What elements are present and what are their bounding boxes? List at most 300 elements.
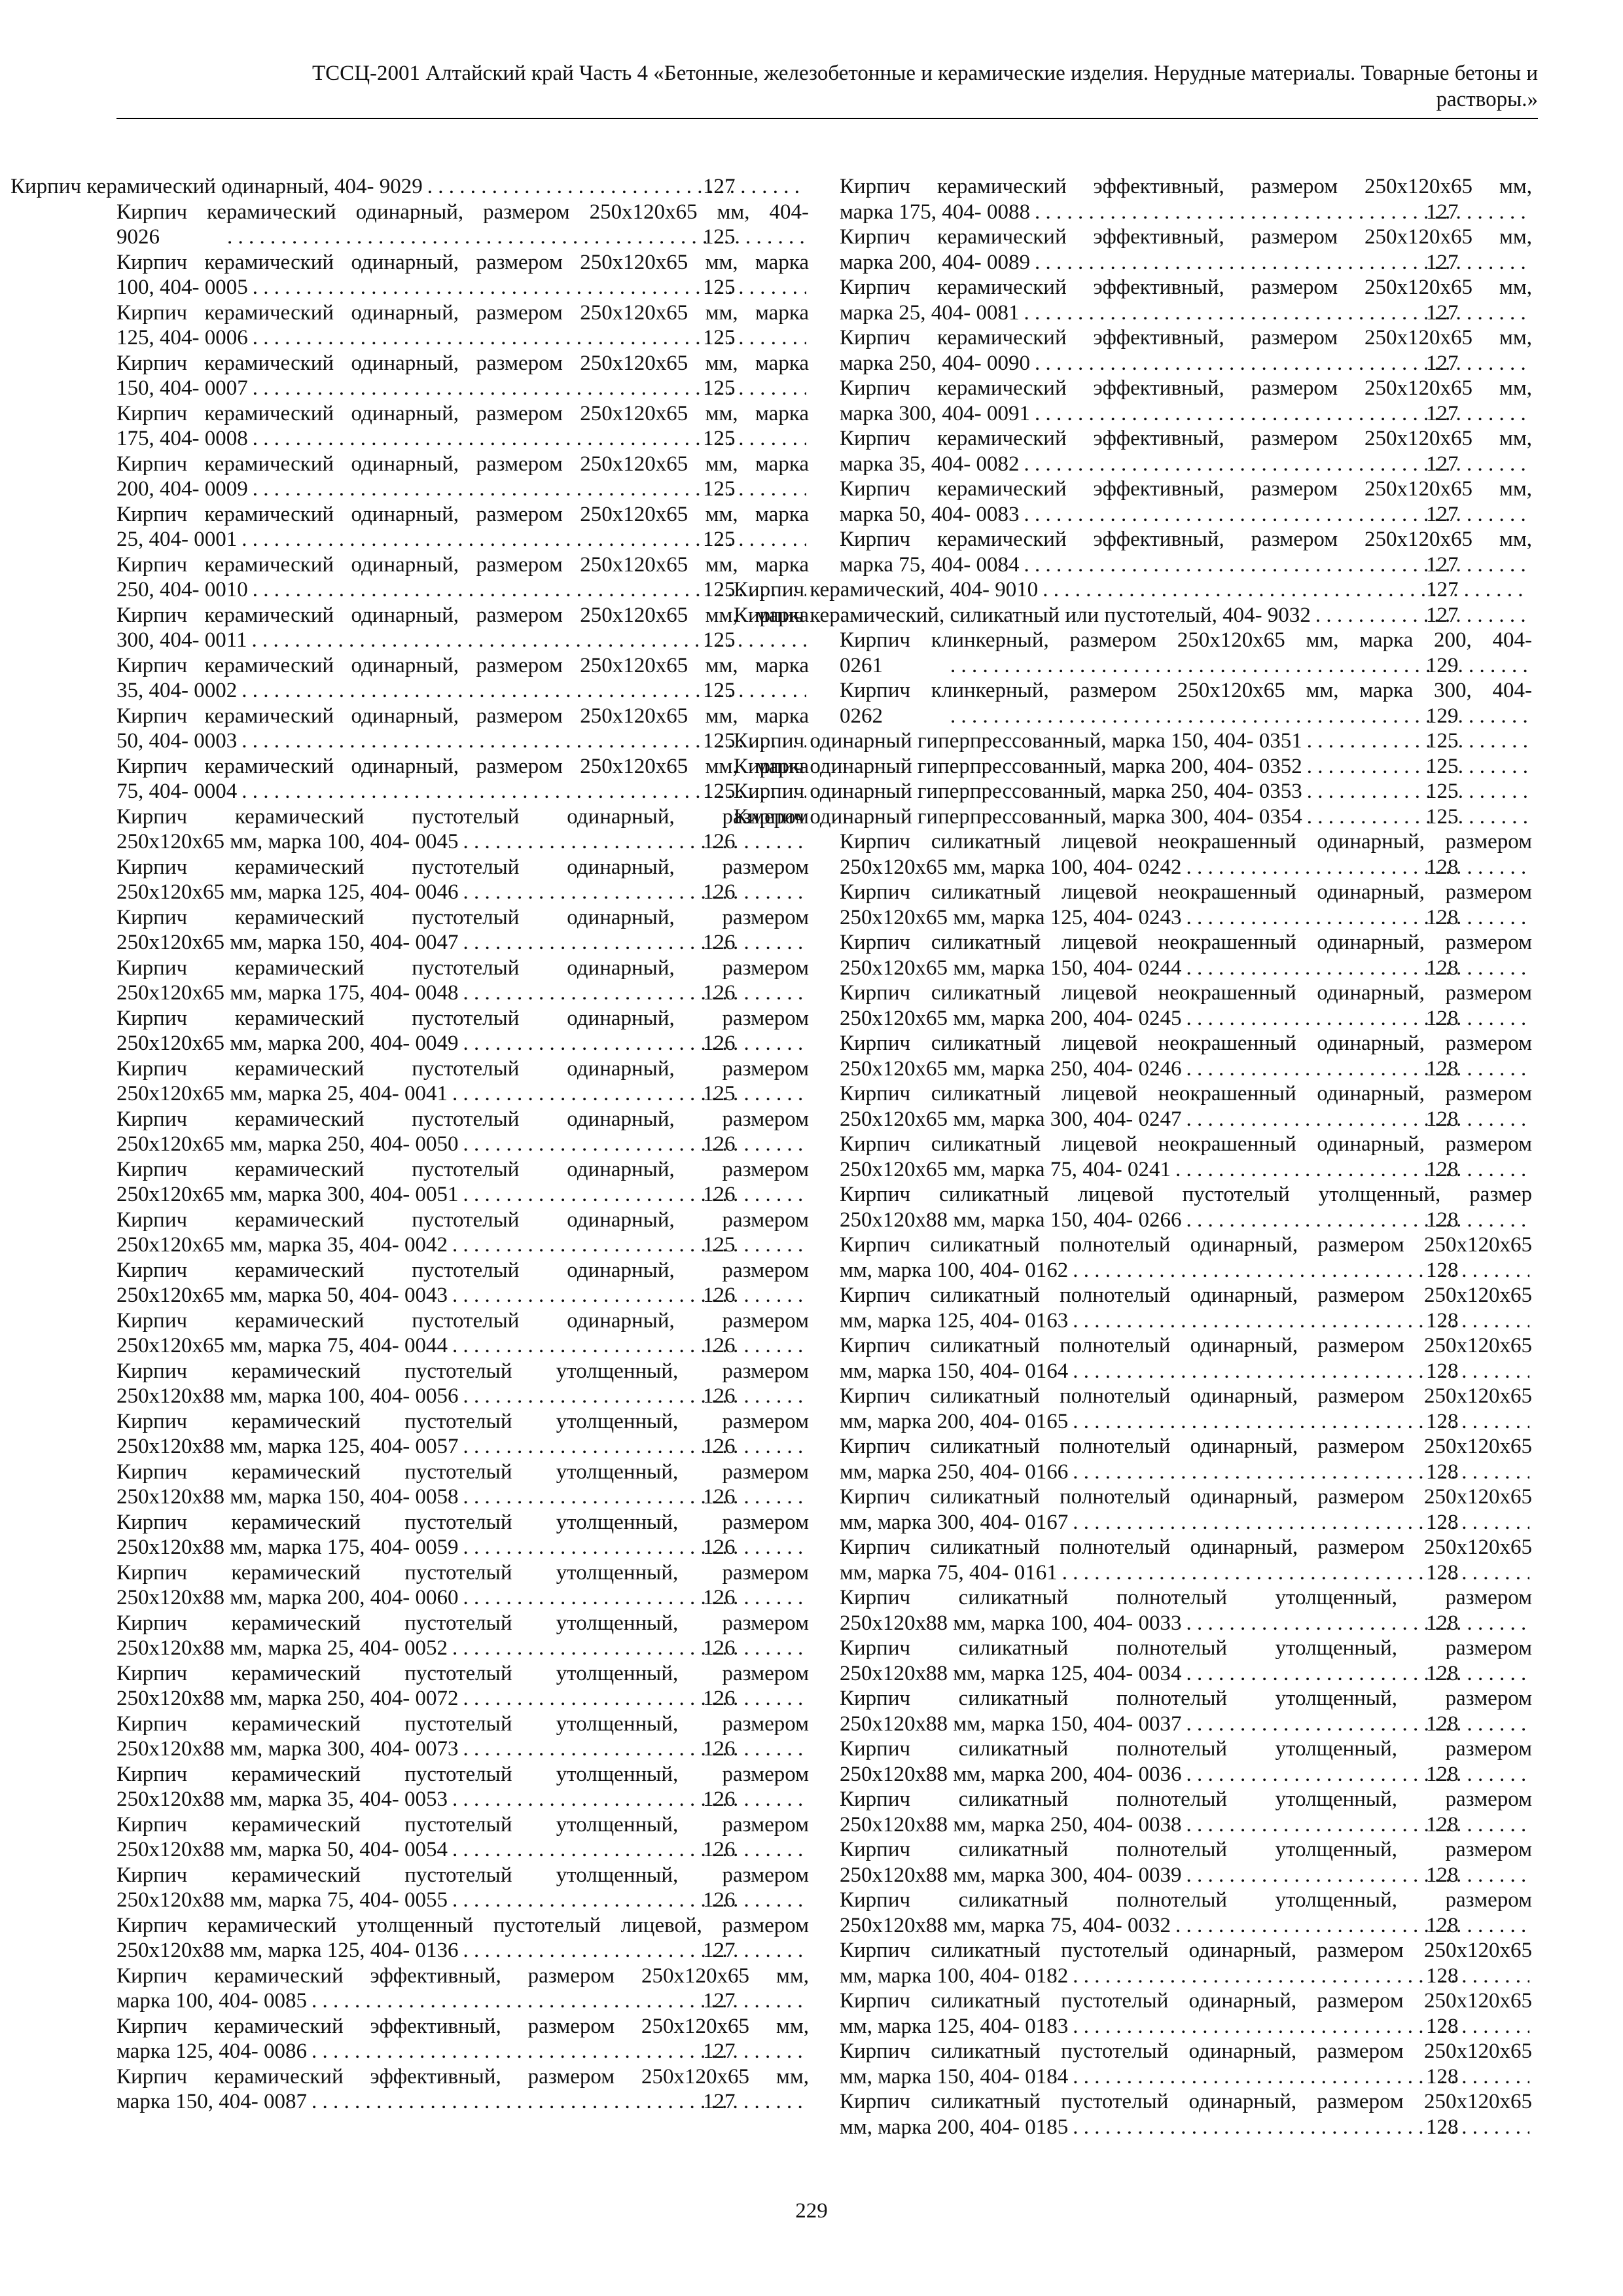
index-entry (840, 980, 1532, 1031)
index-column-right (734, 174, 1532, 2140)
entry-code: 250х120х65 мм, марка 250, 404- 0050 (116, 1132, 459, 1156)
entry-code: 50, 404- 0003 (116, 729, 238, 753)
index-entry (734, 603, 1532, 628)
dot-leader (1305, 728, 1529, 754)
entry-code: 250х120х65 мм, марка 300, 404- 0247 (840, 1107, 1182, 1131)
entry-code: марка 300, 404- 0091 (840, 401, 1030, 425)
entry-code: мм, марка 100, 404- 0162 (840, 1258, 1069, 1282)
entry-leader-line: Кирпич керамический, силикатный или пустотелый, 404- 9032 . . . 127 (840, 603, 1532, 628)
entry-title-line: Кирпич силикатный полнотелый утолщенный, размером (840, 1687, 1532, 1710)
index-entry (840, 1182, 1532, 1232)
dot-leader (1305, 804, 1529, 830)
entry-title-line: Кирпич силикатный лицевой неокрашенный одинарный, размером (840, 830, 1532, 853)
entry-code: 250х120х65 мм, марка 200, 404- 0049 (116, 1031, 459, 1055)
index-entry (116, 1812, 809, 1863)
entry-code: 250х120х88 мм, марка 150, 404- 0037 (840, 1712, 1182, 1736)
dot-leader (461, 1182, 807, 1208)
entry-code: 250х120х65 мм, марка 175, 404- 0048 (116, 981, 459, 1005)
entry-title-line: Кирпич силикатный полнотелый одинарный, размером 250х120х65 (840, 1535, 1532, 1559)
entry-title-line: Кирпич керамический пустотелый одинарный, размером (116, 956, 809, 980)
index-entry (116, 704, 809, 754)
dot-leader (1185, 855, 1530, 880)
index-entry (734, 754, 1532, 780)
entry-title-line: Кирпич керамический одинарный, размером 250х120х65 мм, марка (116, 603, 809, 627)
entry-code: марка 175, 404- 0088 (840, 200, 1030, 224)
entry-code: 35, 404- 0002 (116, 679, 238, 702)
entry-code: Кирпич керамический одинарный, 404- 9029 (10, 175, 423, 198)
page-header (116, 60, 1538, 113)
index-entry (840, 174, 1532, 224)
entry-code: Кирпич одинарный гиперпрессованный, марка 250, 404- 0353 (734, 780, 1302, 803)
entry-leader-line: 250х120х88 мм, марка 250, 404- 0072 . . . 126 (223, 1686, 809, 1712)
entry-code: 250х120х88 мм, марка 200, 404- 0036 (840, 1762, 1182, 1786)
entry-title-line: Кирпич силикатный полнотелый утолщенный, размером (840, 1838, 1532, 1861)
entry-leader-line: 250х120х65 мм, марка 125, 404- 0046 . . . 126 (223, 880, 809, 905)
entry-leader-line: 250х120х88 мм, марка 125, 404- 0136 . . . 127 (223, 1938, 809, 1964)
entry-code: марка 125, 404- 0086 (116, 2039, 307, 2063)
entry-code: 250х120х65 мм, марка 250, 404- 0246 (840, 1056, 1182, 1081)
dot-leader (1071, 1510, 1529, 1535)
entry-leader-line: 250х120х65 мм, марка 125, 404- 0243 . . . 128 (946, 905, 1532, 931)
entry-leader-line: 250х120х65 мм, марка 25, 404- 0041 . . . 125 (223, 1081, 809, 1107)
dot-leader (1071, 1308, 1529, 1334)
dot-leader (461, 980, 807, 1006)
entry-leader-line: Кирпич одинарный гиперпрессованный, марка 300, 404- 0354 . . . 125 (840, 804, 1532, 830)
entry-title-line: Кирпич керамический одинарный, размером 250х120х65 мм, марка (116, 300, 809, 325)
dot-leader (1173, 1157, 1529, 1183)
entry-leader-line: 0261 . . . 129 (946, 653, 1532, 679)
entry-leader-line: 250х120х65 мм, марка 200, 404- 0049 . . . 126 (223, 1031, 809, 1056)
entry-code: мм, марка 150, 404- 0164 (840, 1359, 1069, 1383)
entry-leader-line: марка 100, 404- 0085 . . . 127 (223, 1988, 809, 2014)
entry-code: 250х120х88 мм, марка 200, 404- 0060 (116, 1586, 459, 1609)
dot-leader (1185, 1762, 1530, 1787)
entry-code: мм, марка 200, 404- 0165 (840, 1409, 1069, 1433)
entry-title-line: Кирпич силикатный полнотелый одинарный, размером 250х120х65 (840, 1233, 1532, 1257)
entry-code: 250х120х65 мм, марка 200, 404- 0245 (840, 1006, 1182, 1030)
entry-leader-line: мм, марка 75, 404- 0161 . . . 128 (946, 1560, 1532, 1586)
index-entry (116, 502, 809, 552)
entry-title-line: Кирпич керамический пустотелый утолщенный, размером (116, 1460, 809, 1484)
entry-leader-line: Кирпич керамический одинарный, 404- 9029 . . . 127 (116, 174, 809, 200)
entry-code: мм, марка 250, 404- 0166 (840, 1460, 1069, 1484)
entry-code: 25, 404- 0001 (116, 528, 238, 551)
dot-leader (461, 1585, 807, 1611)
entry-title-line: Кирпич клинкерный, размером 250х120х65 мм, марка 200, 404- (840, 628, 1532, 652)
index-entry (840, 476, 1532, 527)
entry-leader-line: мм, марка 300, 404- 0167 . . . 128 (946, 1510, 1532, 1535)
entry-title-line: Кирпич керамический одинарный, размером 250х120х65 мм, марка (116, 401, 809, 425)
entry-leader-line: марка 125, 404- 0086 . . . 127 (223, 2039, 809, 2064)
index-entry (840, 1484, 1532, 1535)
index-entry (116, 1460, 809, 1510)
dot-leader (461, 1938, 807, 1964)
dot-leader (1071, 2064, 1529, 2090)
dot-leader (1185, 956, 1530, 981)
entry-code: 250х120х65 мм, марка 125, 404- 0046 (116, 880, 459, 904)
index-entry (840, 1283, 1532, 1333)
entry-leader-line: мм, марка 100, 404- 0182 . . . 128 (946, 1964, 1532, 1989)
entry-code: 250х120х88 мм, марка 125, 404- 0034 (840, 1661, 1182, 1685)
entry-code: 250х120х65 мм, марка 150, 404- 0244 (840, 956, 1182, 980)
dot-leader (1185, 1006, 1530, 1031)
header-rule (116, 118, 1538, 119)
index-entry (116, 1409, 809, 1460)
dot-leader (1185, 1812, 1530, 1838)
entry-title-line: Кирпич керамический эффективный, размером 250х120х65 мм, (840, 326, 1532, 350)
entry-code: 250х120х65 мм, марка 300, 404- 0051 (116, 1183, 459, 1206)
header-line-2: растворы.» (1436, 88, 1538, 111)
entry-title-line: Кирпич керамический эффективный, размером 250х120х65 мм, (116, 2014, 809, 2038)
index-entry (116, 1560, 809, 1611)
entry-code: 175, 404- 0008 (116, 427, 248, 450)
entry-code: Кирпич керамический, 404- 9010 (734, 578, 1039, 601)
entry-title-line: Кирпич силикатный полнотелый одинарный, размером 250х120х65 (840, 1384, 1532, 1408)
entry-leader-line: марка 50, 404- 0083 . . . 127 (946, 502, 1532, 528)
index-entry (116, 855, 809, 905)
index-entry (840, 2039, 1532, 2089)
dot-leader (1071, 1258, 1529, 1283)
entry-code: марка 100, 404- 0085 (116, 1989, 307, 2013)
dot-leader (461, 1031, 807, 1056)
entry-code: Кирпич керамический, силикатный или пустотелый, 404- 9032 (734, 603, 1311, 627)
entry-leader-line: 250х120х65 мм, марка 50, 404- 0043 . . . 126 (223, 1283, 809, 1308)
dot-leader (1305, 754, 1529, 780)
entry-code: 250х120х88 мм, марка 25, 404- 0052 (116, 1636, 448, 1660)
index-entry (116, 1056, 809, 1107)
index-entry (116, 552, 809, 603)
entry-leader-line: 200, 404- 0009 . . . 125 (223, 476, 809, 502)
index-entry (116, 1913, 809, 1964)
entry-leader-line: 9026 . . . 125 (223, 224, 809, 250)
entry-title-line: Кирпич силикатный лицевой неокрашенный одинарный, размером (840, 981, 1532, 1005)
entry-code: 250х120х88 мм, марка 300, 404- 0073 (116, 1737, 459, 1761)
dot-leader (461, 1736, 807, 1762)
dot-leader (461, 1384, 807, 1409)
entry-leader-line: 50, 404- 0003 . . . 125 (223, 728, 809, 754)
index-entry (116, 754, 809, 804)
entry-leader-line: 250х120х88 мм, марка 300, 404- 0073 . . . 126 (223, 1736, 809, 1762)
entry-title-line: Кирпич клинкерный, размером 250х120х65 мм, марка 300, 404- (840, 679, 1532, 702)
entry-title-line: Кирпич силикатный пустотелый одинарный, размером 250х120х65 (840, 2090, 1532, 2113)
entry-code: мм, марка 150, 404- 0184 (840, 2064, 1069, 2089)
entry-leader-line: марка 300, 404- 0091 . . . 127 (946, 401, 1532, 427)
index-entry (840, 1585, 1532, 1636)
entry-code: 250х120х65 мм, марка 100, 404- 0045 (116, 830, 459, 853)
index-entry (840, 1081, 1532, 1132)
dot-leader (1185, 1712, 1530, 1737)
entry-title-line: Кирпич керамический пустотелый утолщенный, размером (116, 1611, 809, 1635)
entry-code: Кирпич одинарный гиперпрессованный, марка 150, 404- 0351 (734, 729, 1302, 753)
index-entry (734, 804, 1532, 830)
entry-title-line: Кирпич керамический одинарный, размером 250х120х65 мм, 404- (116, 200, 809, 224)
entry-title-line: Кирпич керамический одинарный, размером 250х120х65 мм, марка (116, 704, 809, 728)
entry-leader-line: Кирпич одинарный гиперпрессованный, марка 250, 404- 0353 . . . 125 (840, 779, 1532, 804)
entry-title-line: Кирпич керамический пустотелый утолщенный, размером (116, 1560, 809, 1585)
entry-leader-line: марка 25, 404- 0081 . . . 127 (946, 300, 1532, 326)
entry-leader-line: 250х120х88 мм, марка 100, 404- 0056 . . . 126 (223, 1384, 809, 1409)
index-entry (840, 376, 1532, 426)
entry-leader-line: мм, марка 200, 404- 0185 . . . 128 (946, 2115, 1532, 2140)
entry-title-line: Кирпич керамический одинарный, размером 250х120х65 мм, марка (116, 653, 809, 677)
entry-leader-line: 250х120х88 мм, марка 175, 404- 0059 . . . 126 (223, 1535, 809, 1560)
entry-title-line: Кирпич силикатный полнотелый утолщенный, размером (840, 1586, 1532, 1609)
entry-code: мм, марка 75, 404- 0161 (840, 1560, 1058, 1585)
index-entry (116, 1208, 809, 1258)
entry-title-line: Кирпич керамический эффективный, размером 250х120х65 мм, (840, 427, 1532, 450)
entry-title-line: Кирпич керамический утолщенный пустотелый лицевой, размером (116, 1913, 809, 1937)
entry-title-line: Кирпич керамический пустотелый одинарный, размером (116, 1107, 809, 1131)
index-entry (840, 829, 1532, 880)
dot-leader (450, 1837, 806, 1863)
entry-title-line: Кирпич керамический пустотелый утолщенный, размером (116, 1409, 809, 1433)
entry-code: 200, 404- 0009 (116, 477, 248, 501)
dot-leader (461, 1132, 807, 1157)
index-entry (734, 779, 1532, 804)
dot-leader (1071, 2014, 1529, 2039)
entry-leader-line: 150, 404- 0007 . . . 125 (223, 376, 809, 401)
entry-leader-line: марка 200, 404- 0089 . . . 127 (946, 250, 1532, 276)
dot-leader (461, 880, 807, 905)
entry-title-line: Кирпич керамический пустотелый одинарный, размером (116, 855, 809, 879)
entry-title-line: Кирпич силикатный лицевой неокрашенный одинарный, размером (840, 1031, 1532, 1055)
entry-code: мм, марка 125, 404- 0183 (840, 2014, 1069, 2038)
entry-title-line: Кирпич керамический пустотелый одинарный, размером (116, 1308, 809, 1333)
entry-leader-line: 250х120х88 мм, марка 35, 404- 0053 . . . 126 (223, 1787, 809, 1812)
dot-leader (1071, 1359, 1529, 1384)
index-entry (116, 1258, 809, 1308)
entry-leader-line: 250х120х88 мм, марка 25, 404- 0052 . . . 126 (223, 1636, 809, 1661)
entry-leader-line: 250х120х88 мм, марка 100, 404- 0033 . . . 128 (946, 1611, 1532, 1636)
entry-code: 250х120х88 мм, марка 35, 404- 0053 (116, 1787, 448, 1811)
entry-title-line: Кирпич керамический эффективный, размером 250х120х65 мм, (116, 1964, 809, 1988)
dot-leader (461, 930, 807, 956)
entry-title-line: Кирпич силикатный полнотелый одинарный, размером 250х120х65 (840, 1435, 1532, 1458)
entry-title-line: Кирпич керамический пустотелый утолщенный, размером (116, 1812, 809, 1837)
index-entry (840, 426, 1532, 476)
entry-code: 250х120х65 мм, марка 75, 404- 0241 (840, 1157, 1171, 1181)
entry-leader-line: мм, марка 100, 404- 0162 . . . 128 (946, 1258, 1532, 1283)
entry-title-line: Кирпич силикатный полнотелый одинарный, размером 250х120х65 (840, 1283, 1532, 1307)
entry-code: 250х120х65 мм, марка 75, 404- 0044 (116, 1334, 448, 1357)
entry-title-line: Кирпич силикатный полнотелый утолщенный, размером (840, 1737, 1532, 1761)
index-entry (840, 628, 1532, 678)
entry-title-line: Кирпич керамический одинарный, размером 250х120х65 мм, марка (116, 250, 809, 274)
index-entry (840, 1686, 1532, 1736)
entry-code: 250х120х88 мм, марка 150, 404- 0266 (840, 1208, 1182, 1232)
entry-leader-line: 250х120х65 мм, марка 150, 404- 0244 . . . 128 (946, 956, 1532, 981)
index-entry (116, 1762, 809, 1812)
dot-leader (1071, 1409, 1529, 1435)
index-entry (116, 250, 809, 300)
entry-code: 75, 404- 0004 (116, 780, 238, 803)
entry-code: 250х120х88 мм, марка 300, 404- 0039 (840, 1863, 1182, 1887)
entry-title-line: Кирпич силикатный лицевой неокрашенный одинарный, размером (840, 931, 1532, 954)
index-entry (840, 678, 1532, 728)
dot-leader (450, 1081, 806, 1107)
index-entry (840, 930, 1532, 980)
index-entry (116, 1964, 809, 2014)
dot-leader (450, 1888, 806, 1913)
entry-title-line: Кирпич керамический одинарный, размером 250х120х65 мм, марка (116, 502, 809, 526)
dot-leader (461, 1535, 807, 1560)
entry-title-line: Кирпич керамический пустотелый одинарный, размером (116, 1006, 809, 1030)
entry-leader-line: 250х120х65 мм, марка 75, 404- 0044 . . . 126 (223, 1333, 809, 1359)
entry-leader-line: 35, 404- 0002 . . . 125 (223, 678, 809, 704)
entry-code: Кирпич одинарный гиперпрессованный, марка 300, 404- 0354 (734, 804, 1302, 829)
entry-leader-line: 250х120х65 мм, марка 300, 404- 0247 . . . 128 (946, 1107, 1532, 1132)
entry-leader-line: 250х120х65 мм, марка 35, 404- 0042 . . . 125 (223, 1232, 809, 1258)
entry-leader-line: мм, марка 125, 404- 0183 . . . 128 (946, 2014, 1532, 2039)
entry-leader-line: 75, 404- 0004 . . . 125 (223, 779, 809, 804)
index-entry (840, 1787, 1532, 1837)
entry-code: марка 35, 404- 0082 (840, 452, 1020, 476)
dot-leader (461, 829, 807, 855)
index-entry (116, 1157, 809, 1208)
index-column-left (10, 174, 809, 2115)
dot-leader (450, 1283, 806, 1308)
dot-leader (1185, 1661, 1530, 1687)
entry-code: 250х120х65 мм, марка 35, 404- 0042 (116, 1233, 448, 1257)
index-entry (840, 1132, 1532, 1182)
entry-code: 250х120х88 мм, марка 175, 404- 0059 (116, 1535, 459, 1559)
index-entry (840, 1938, 1532, 1988)
entry-leader-line: мм, марка 125, 404- 0163 . . . 128 (946, 1308, 1532, 1334)
index-entry (116, 2064, 809, 2115)
entry-leader-line: 250х120х88 мм, марка 50, 404- 0054 . . . 126 (223, 1837, 809, 1863)
entry-code: мм, марка 125, 404- 0163 (840, 1308, 1069, 1333)
entry-leader-line: Кирпич одинарный гиперпрессованный, марка 200, 404- 0352 . . . 125 (840, 754, 1532, 780)
entry-leader-line: 250х120х65 мм, марка 250, 404- 0246 . . . 128 (946, 1056, 1532, 1082)
entry-title-line: Кирпич керамический пустотелый утолщенный, размером (116, 1863, 809, 1887)
entry-leader-line: марка 75, 404- 0084 . . . 127 (946, 552, 1532, 578)
entry-title-line: Кирпич керамический одинарный, размером 250х120х65 мм, марка (116, 552, 809, 577)
entry-code: 250х120х88 мм, марка 125, 404- 0136 (116, 1939, 459, 1962)
dot-leader (1313, 603, 1529, 628)
entry-title-line: Кирпич керамический одинарный, размером 250х120х65 мм, марка (116, 351, 809, 375)
index-entry (840, 275, 1532, 325)
entry-code: 250х120х88 мм, марка 50, 404- 0054 (116, 1838, 448, 1861)
index-entry (116, 653, 809, 704)
entry-leader-line: 0262 . . . 129 (946, 704, 1532, 729)
index-entry (840, 2089, 1532, 2140)
dot-leader (425, 174, 806, 200)
entry-title-line: Кирпич керамический пустотелый одинарный, размером (116, 905, 809, 929)
entry-title-line: Кирпич силикатный лицевой неокрашенный одинарный, размером (840, 1132, 1532, 1156)
entry-title-line: Кирпич керамический пустотелый утолщенный, размером (116, 1712, 809, 1736)
index-entry (840, 1031, 1532, 1081)
entry-code: марка 250, 404- 0090 (840, 351, 1030, 375)
dot-leader (450, 1333, 806, 1359)
index-entry (116, 1308, 809, 1359)
entry-title-line: Кирпич силикатный лицевой неокрашенный одинарный, размером (840, 880, 1532, 904)
entry-code: 250х120х65 мм, марка 25, 404- 0041 (116, 1082, 448, 1105)
index-entry (840, 1434, 1532, 1484)
entry-code: Кирпич одинарный гиперпрессованный, марка 200, 404- 0352 (734, 754, 1302, 778)
entry-code: марка 75, 404- 0084 (840, 552, 1020, 577)
entry-leader-line: мм, марка 150, 404- 0184 . . . 128 (946, 2064, 1532, 2090)
entry-leader-line: 250х120х65 мм, марка 150, 404- 0047 . . . 126 (223, 930, 809, 956)
dot-leader (1071, 2115, 1529, 2140)
entry-leader-line: 250х120х65 мм, марка 200, 404- 0245 . . . 128 (946, 1006, 1532, 1031)
entry-code: марка 25, 404- 0081 (840, 300, 1020, 325)
entry-leader-line: 250х120х88 мм, марка 150, 404- 0058 . . . 126 (223, 1484, 809, 1510)
entry-title-line: Кирпич керамический эффективный, размером 250х120х65 мм, (840, 477, 1532, 501)
entry-leader-line: марка 250, 404- 0090 . . . 127 (946, 351, 1532, 376)
entry-title-line: Кирпич керамический эффективный, размером 250х120х65 мм, (840, 528, 1532, 551)
entry-leader-line: 250х120х65 мм, марка 100, 404- 0045 . . . 126 (223, 829, 809, 855)
entry-leader-line: 250, 404- 0010 . . . 125 (223, 577, 809, 603)
entry-leader-line: мм, марка 150, 404- 0164 . . . 128 (946, 1359, 1532, 1384)
entry-leader-line: 100, 404- 0005 . . . 125 (223, 275, 809, 300)
entry-code: 250х120х88 мм, марка 100, 404- 0056 (116, 1384, 459, 1408)
index-entry (116, 1359, 809, 1409)
index-entry (116, 401, 809, 452)
index-entry (840, 1636, 1532, 1686)
entry-leader-line: марка 150, 404- 0087 . . . 127 (223, 2089, 809, 2115)
entry-code: мм, марка 100, 404- 0182 (840, 1964, 1069, 1988)
entry-code: 250х120х88 мм, марка 125, 404- 0057 (116, 1435, 459, 1458)
index-entry (840, 1888, 1532, 1938)
index-entry (840, 880, 1532, 930)
entry-leader-line: 250х120х88 мм, марка 300, 404- 0039 . . . 128 (946, 1863, 1532, 1888)
index-entry (840, 1333, 1532, 1384)
entry-code: мм, марка 300, 404- 0167 (840, 1510, 1069, 1534)
dot-leader (1173, 1913, 1529, 1939)
entry-leader-line: 250х120х65 мм, марка 75, 404- 0241 . . . 128 (946, 1157, 1532, 1183)
index-entry (840, 1384, 1532, 1434)
entry-leader-line: 250х120х88 мм, марка 75, 404- 0032 . . . 128 (946, 1913, 1532, 1939)
index-entry (116, 200, 809, 250)
entry-code: 125, 404- 0006 (116, 326, 248, 350)
dot-leader (1060, 1560, 1529, 1586)
entry-code: 250х120х65 мм, марка 50, 404- 0043 (116, 1283, 448, 1307)
entry-code: 250х120х65 мм, марка 150, 404- 0047 (116, 931, 459, 954)
dot-leader (450, 1232, 806, 1258)
entry-title-line: Кирпич керамический одинарный, размером 250х120х65 мм, марка (116, 452, 809, 476)
entry-title-line: Кирпич керамический пустотелый одинарный, размером (116, 1208, 809, 1232)
entry-title-line: Кирпич керамический пустотелый утолщенный, размером (116, 1762, 809, 1786)
index-entry (116, 956, 809, 1006)
entry-leader-line: 250х120х88 мм, марка 200, 404- 0036 . . . 128 (946, 1762, 1532, 1787)
entry-code: 250х120х88 мм, марка 150, 404- 0058 (116, 1485, 459, 1509)
entry-leader-line: мм, марка 250, 404- 0166 . . . 128 (946, 1460, 1532, 1485)
index-entry (840, 527, 1532, 577)
entry-leader-line: 250х120х65 мм, марка 300, 404- 0051 . . . 126 (223, 1182, 809, 1208)
index-entry (734, 728, 1532, 754)
index-entry (116, 1712, 809, 1762)
index-entry (840, 224, 1532, 275)
entry-leader-line: марка 175, 404- 0088 . . . 127 (946, 200, 1532, 225)
entry-title-line: Кирпич силикатный полнотелый утолщенный, размером (840, 1636, 1532, 1660)
entry-code: 250х120х88 мм, марка 75, 404- 0055 (116, 1888, 448, 1912)
index-entry (116, 905, 809, 956)
dot-leader (461, 1434, 807, 1460)
index-entry (116, 1510, 809, 1560)
dot-leader (461, 1484, 807, 1510)
index-entry (116, 452, 809, 502)
entry-title-line: Кирпич силикатный пустотелый одинарный, размером 250х120х65 (840, 2039, 1532, 2063)
entry-leader-line: марка 35, 404- 0082 . . . 127 (946, 452, 1532, 477)
index-entry (840, 1736, 1532, 1787)
entry-leader-line: 250х120х65 мм, марка 175, 404- 0048 . . . 126 (223, 980, 809, 1006)
entry-code: 250х120х65 мм, марка 100, 404- 0242 (840, 855, 1182, 879)
entry-code: мм, марка 200, 404- 0185 (840, 2115, 1069, 2139)
index-entry (116, 1661, 809, 1712)
dot-leader (461, 1686, 807, 1712)
entry-title-line: Кирпич керамический эффективный, размером 250х120х65 мм, (840, 276, 1532, 299)
entry-leader-line: 250х120х88 мм, марка 150, 404- 0037 . . . 128 (946, 1712, 1532, 1737)
